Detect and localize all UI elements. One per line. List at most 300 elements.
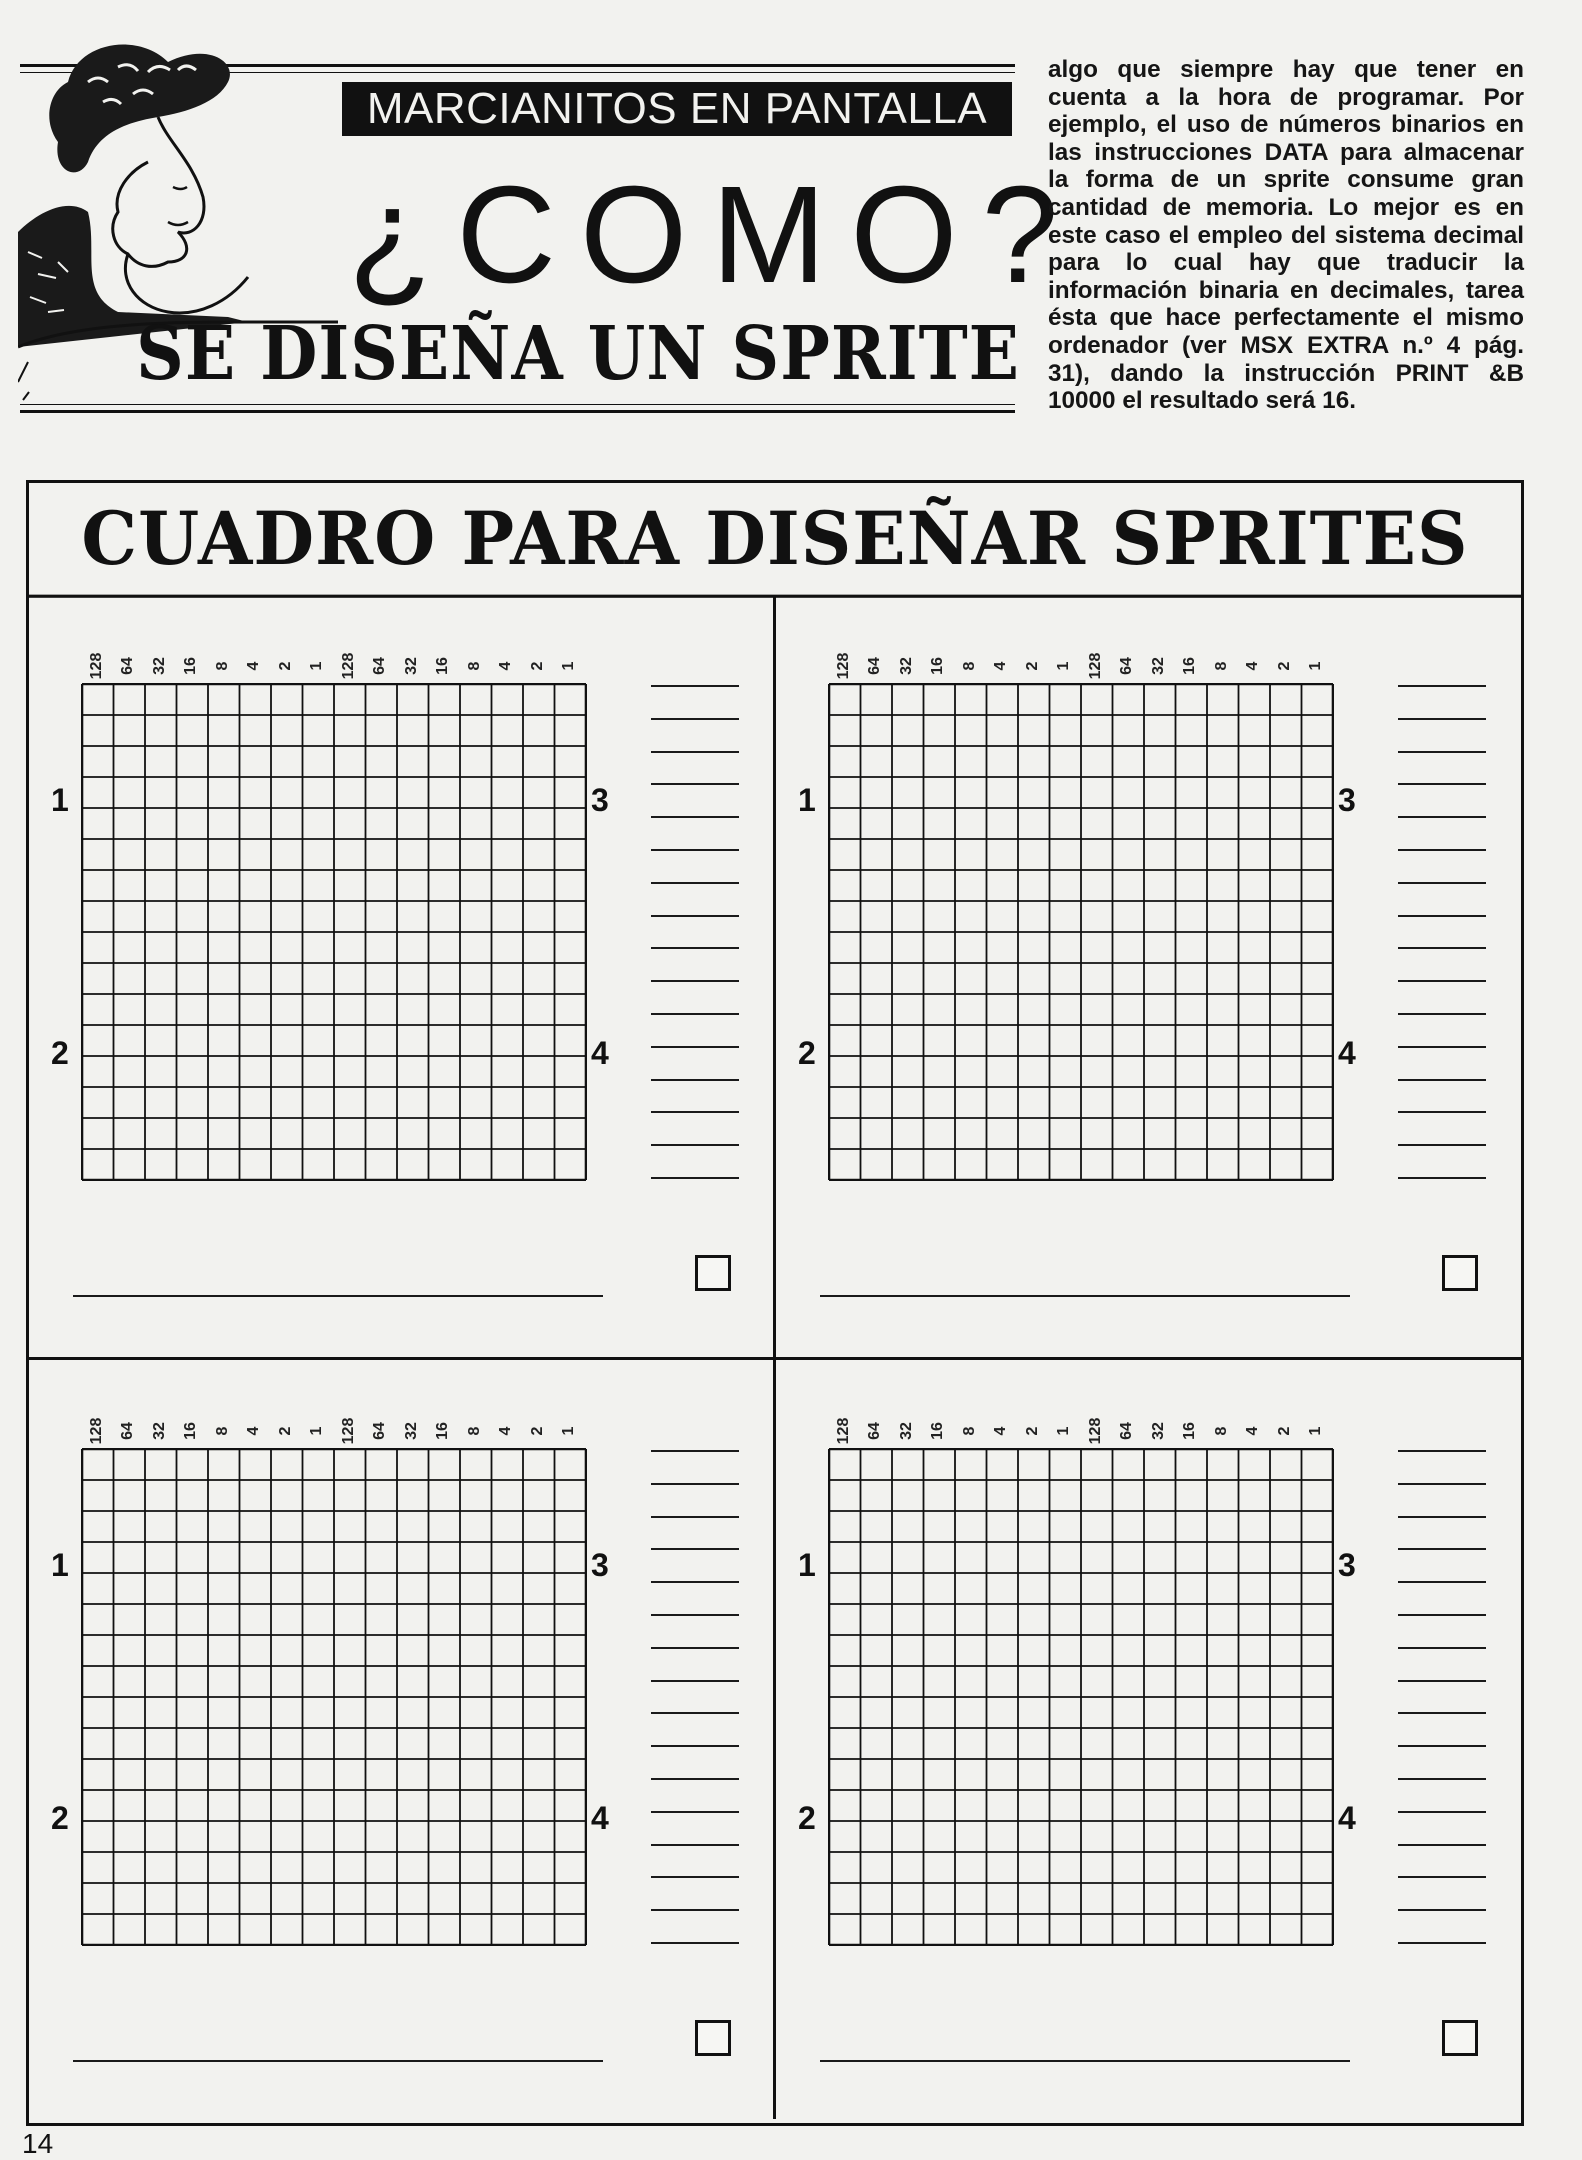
grid-cell[interactable] — [955, 1542, 987, 1573]
grid-cell[interactable] — [1081, 808, 1113, 839]
grid-cell[interactable] — [82, 1480, 114, 1511]
grid-cell[interactable] — [1270, 808, 1302, 839]
grid-cell[interactable] — [1050, 994, 1082, 1025]
grid-cell[interactable] — [114, 746, 146, 777]
grid-cell[interactable] — [334, 1056, 366, 1087]
grid-cell[interactable] — [924, 1025, 956, 1056]
grid-cell[interactable] — [366, 808, 398, 839]
grid-cell[interactable] — [397, 839, 429, 870]
grid-cell[interactable] — [460, 684, 492, 715]
grid-cell[interactable] — [1207, 1759, 1239, 1790]
grid-cell[interactable] — [1144, 1149, 1176, 1180]
grid-cell[interactable] — [1081, 1025, 1113, 1056]
grid-cell[interactable] — [1081, 1914, 1113, 1945]
grid-cell[interactable] — [1207, 901, 1239, 932]
grid-cell[interactable] — [523, 1914, 555, 1945]
grid-cell[interactable] — [177, 1604, 209, 1635]
grid-cell[interactable] — [523, 746, 555, 777]
grid-cell[interactable] — [1176, 715, 1208, 746]
grid-cell[interactable] — [861, 1149, 893, 1180]
grid-cell[interactable] — [523, 994, 555, 1025]
grid-cell[interactable] — [1113, 1697, 1145, 1728]
grid-cell[interactable] — [1207, 839, 1239, 870]
grid-cell[interactable] — [924, 932, 956, 963]
grid-cell[interactable] — [366, 963, 398, 994]
grid-cell[interactable] — [861, 1542, 893, 1573]
grid-cell[interactable] — [987, 901, 1019, 932]
grid-cell[interactable] — [1144, 1480, 1176, 1511]
grid-cell[interactable] — [861, 1604, 893, 1635]
grid-cell[interactable] — [366, 1914, 398, 1945]
grid-cell[interactable] — [145, 1025, 177, 1056]
grid-cell[interactable] — [1176, 777, 1208, 808]
grid-cell[interactable] — [177, 746, 209, 777]
grid-cell[interactable] — [1081, 1883, 1113, 1914]
data-value-line[interactable] — [1398, 718, 1486, 720]
grid-cell[interactable] — [1018, 1635, 1050, 1666]
grid-cell[interactable] — [1018, 1480, 1050, 1511]
grid-cell[interactable] — [1207, 1852, 1239, 1883]
grid-cell[interactable] — [955, 1480, 987, 1511]
grid-cell[interactable] — [82, 870, 114, 901]
grid-cell[interactable] — [208, 1449, 240, 1480]
grid-cell[interactable] — [429, 994, 461, 1025]
grid-cell[interactable] — [1081, 1087, 1113, 1118]
grid-cell[interactable] — [892, 932, 924, 963]
grid-cell[interactable] — [271, 1697, 303, 1728]
grid-cell[interactable] — [82, 1728, 114, 1759]
grid-cell[interactable] — [397, 963, 429, 994]
grid-cell[interactable] — [955, 870, 987, 901]
grid-cell[interactable] — [429, 777, 461, 808]
grid-cell[interactable] — [1144, 1883, 1176, 1914]
grid-cell[interactable] — [271, 1149, 303, 1180]
grid-cell[interactable] — [987, 839, 1019, 870]
grid-cell[interactable] — [861, 1697, 893, 1728]
grid-cell[interactable] — [460, 1118, 492, 1149]
grid-cell[interactable] — [1050, 1728, 1082, 1759]
grid-cell[interactable] — [177, 1087, 209, 1118]
data-value-line[interactable] — [1398, 1909, 1486, 1911]
grid-cell[interactable] — [1239, 1087, 1271, 1118]
grid-cell[interactable] — [397, 1635, 429, 1666]
grid-cell[interactable] — [240, 1542, 272, 1573]
grid-cell[interactable] — [987, 1759, 1019, 1790]
grid-cell[interactable] — [334, 746, 366, 777]
grid-cell[interactable] — [366, 839, 398, 870]
grid-cell[interactable] — [303, 870, 335, 901]
grid-cell[interactable] — [240, 1883, 272, 1914]
grid-cell[interactable] — [114, 1087, 146, 1118]
grid-cell[interactable] — [429, 1666, 461, 1697]
grid-cell[interactable] — [1113, 1087, 1145, 1118]
grid-cell[interactable] — [334, 901, 366, 932]
grid-cell[interactable] — [1144, 1728, 1176, 1759]
grid-cell[interactable] — [1050, 1056, 1082, 1087]
grid-cell[interactable] — [1113, 1790, 1145, 1821]
pixel-grid[interactable] — [828, 683, 1332, 1179]
grid-cell[interactable] — [460, 870, 492, 901]
grid-cell[interactable] — [114, 1542, 146, 1573]
grid-cell[interactable] — [82, 715, 114, 746]
data-value-line[interactable] — [651, 1614, 739, 1616]
grid-cell[interactable] — [987, 1852, 1019, 1883]
grid-cell[interactable] — [1050, 1666, 1082, 1697]
grid-cell[interactable] — [1050, 1449, 1082, 1480]
grid-cell[interactable] — [334, 1728, 366, 1759]
grid-cell[interactable] — [271, 1666, 303, 1697]
grid-cell[interactable] — [1018, 1511, 1050, 1542]
grid-cell[interactable] — [492, 777, 524, 808]
data-value-line[interactable] — [1398, 1778, 1486, 1780]
grid-cell[interactable] — [1050, 870, 1082, 901]
grid-cell[interactable] — [1144, 901, 1176, 932]
grid-cell[interactable] — [1176, 1149, 1208, 1180]
grid-cell[interactable] — [1176, 1573, 1208, 1604]
grid-cell[interactable] — [1270, 1790, 1302, 1821]
grid-cell[interactable] — [1018, 1604, 1050, 1635]
grid-cell[interactable] — [114, 1025, 146, 1056]
grid-cell[interactable] — [145, 1883, 177, 1914]
grid-cell[interactable] — [924, 715, 956, 746]
grid-cell[interactable] — [1239, 870, 1271, 901]
grid-cell[interactable] — [114, 1604, 146, 1635]
grid-cell[interactable] — [397, 1480, 429, 1511]
grid-cell[interactable] — [1144, 1573, 1176, 1604]
grid-cell[interactable] — [1176, 684, 1208, 715]
grid-cell[interactable] — [892, 1511, 924, 1542]
grid-cell[interactable] — [1207, 963, 1239, 994]
grid-cell[interactable] — [334, 1149, 366, 1180]
sprite-name-line[interactable] — [820, 1295, 1350, 1297]
grid-cell[interactable] — [366, 1697, 398, 1728]
grid-cell[interactable] — [523, 715, 555, 746]
grid-cell[interactable] — [1207, 870, 1239, 901]
grid-cell[interactable] — [1302, 901, 1334, 932]
grid-cell[interactable] — [1050, 1604, 1082, 1635]
grid-cell[interactable] — [829, 1666, 861, 1697]
grid-cell[interactable] — [145, 1728, 177, 1759]
grid-cell[interactable] — [82, 777, 114, 808]
grid-cell[interactable] — [1050, 1790, 1082, 1821]
grid-cell[interactable] — [861, 715, 893, 746]
data-value-line[interactable] — [1398, 1046, 1486, 1048]
grid-cell[interactable] — [366, 1449, 398, 1480]
grid-cell[interactable] — [460, 1542, 492, 1573]
grid-cell[interactable] — [82, 1511, 114, 1542]
grid-cell[interactable] — [271, 746, 303, 777]
grid-cell[interactable] — [861, 1914, 893, 1945]
grid-cell[interactable] — [208, 1511, 240, 1542]
grid-cell[interactable] — [955, 1604, 987, 1635]
grid-cell[interactable] — [1270, 1480, 1302, 1511]
grid-cell[interactable] — [271, 1635, 303, 1666]
grid-cell[interactable] — [829, 1759, 861, 1790]
grid-cell[interactable] — [1018, 1914, 1050, 1945]
grid-cell[interactable] — [82, 1025, 114, 1056]
grid-cell[interactable] — [240, 963, 272, 994]
grid-cell[interactable] — [240, 870, 272, 901]
grid-cell[interactable] — [1302, 994, 1334, 1025]
data-value-line[interactable] — [651, 783, 739, 785]
grid-cell[interactable] — [114, 1056, 146, 1087]
grid-cell[interactable] — [1050, 684, 1082, 715]
grid-cell[interactable] — [397, 1666, 429, 1697]
grid-cell[interactable] — [1081, 932, 1113, 963]
grid-cell[interactable] — [303, 963, 335, 994]
grid-cell[interactable] — [114, 1118, 146, 1149]
grid-cell[interactable] — [1081, 1118, 1113, 1149]
grid-cell[interactable] — [177, 1790, 209, 1821]
grid-cell[interactable] — [987, 932, 1019, 963]
grid-cell[interactable] — [1081, 963, 1113, 994]
grid-cell[interactable] — [82, 1914, 114, 1945]
grid-cell[interactable] — [1176, 963, 1208, 994]
grid-cell[interactable] — [1081, 1728, 1113, 1759]
data-value-line[interactable] — [1398, 1876, 1486, 1878]
grid-cell[interactable] — [271, 1542, 303, 1573]
grid-cell[interactable] — [1113, 1604, 1145, 1635]
grid-cell[interactable] — [1270, 1666, 1302, 1697]
grid-cell[interactable] — [1081, 994, 1113, 1025]
grid-cell[interactable] — [145, 994, 177, 1025]
grid-cell[interactable] — [460, 746, 492, 777]
grid-cell[interactable] — [366, 684, 398, 715]
grid-cell[interactable] — [1207, 1449, 1239, 1480]
grid-cell[interactable] — [1270, 1604, 1302, 1635]
grid-cell[interactable] — [1113, 870, 1145, 901]
grid-cell[interactable] — [334, 1449, 366, 1480]
grid-cell[interactable] — [1018, 932, 1050, 963]
grid-cell[interactable] — [555, 963, 587, 994]
grid-cell[interactable] — [145, 839, 177, 870]
grid-cell[interactable] — [555, 746, 587, 777]
grid-cell[interactable] — [892, 684, 924, 715]
grid-cell[interactable] — [1239, 963, 1271, 994]
grid-cell[interactable] — [177, 1480, 209, 1511]
grid-cell[interactable] — [1081, 1697, 1113, 1728]
grid-cell[interactable] — [1302, 963, 1334, 994]
grid-cell[interactable] — [1113, 901, 1145, 932]
grid-cell[interactable] — [429, 870, 461, 901]
grid-cell[interactable] — [208, 1759, 240, 1790]
grid-cell[interactable] — [429, 1852, 461, 1883]
grid-cell[interactable] — [240, 777, 272, 808]
grid-cell[interactable] — [397, 1759, 429, 1790]
grid-cell[interactable] — [555, 1604, 587, 1635]
grid-cell[interactable] — [892, 1573, 924, 1604]
grid-cell[interactable] — [114, 1697, 146, 1728]
grid-cell[interactable] — [334, 1883, 366, 1914]
grid-cell[interactable] — [1050, 1821, 1082, 1852]
grid-cell[interactable] — [1144, 1449, 1176, 1480]
data-value-line[interactable] — [1398, 882, 1486, 884]
grid-cell[interactable] — [145, 1604, 177, 1635]
grid-cell[interactable] — [82, 1883, 114, 1914]
grid-cell[interactable] — [208, 1573, 240, 1604]
grid-cell[interactable] — [1144, 994, 1176, 1025]
grid-cell[interactable] — [1176, 808, 1208, 839]
grid-cell[interactable] — [555, 1883, 587, 1914]
grid-cell[interactable] — [145, 684, 177, 715]
grid-cell[interactable] — [271, 901, 303, 932]
grid-cell[interactable] — [1113, 1728, 1145, 1759]
grid-cell[interactable] — [829, 870, 861, 901]
grid-cell[interactable] — [555, 839, 587, 870]
sprite-number-box[interactable] — [695, 1255, 731, 1291]
grid-cell[interactable] — [861, 1056, 893, 1087]
grid-cell[interactable] — [924, 1697, 956, 1728]
grid-cell[interactable] — [523, 1573, 555, 1604]
grid-cell[interactable] — [82, 1087, 114, 1118]
grid-cell[interactable] — [334, 1914, 366, 1945]
grid-cell[interactable] — [303, 1149, 335, 1180]
grid-cell[interactable] — [240, 1790, 272, 1821]
grid-cell[interactable] — [460, 839, 492, 870]
grid-cell[interactable] — [492, 1914, 524, 1945]
grid-cell[interactable] — [555, 1511, 587, 1542]
grid-cell[interactable] — [334, 1604, 366, 1635]
grid-cell[interactable] — [1207, 1511, 1239, 1542]
grid-cell[interactable] — [987, 1087, 1019, 1118]
grid-cell[interactable] — [1302, 777, 1334, 808]
grid-cell[interactable] — [240, 1118, 272, 1149]
grid-cell[interactable] — [861, 1025, 893, 1056]
grid-cell[interactable] — [460, 1821, 492, 1852]
grid-cell[interactable] — [555, 1542, 587, 1573]
grid-cell[interactable] — [861, 1449, 893, 1480]
grid-cell[interactable] — [177, 1542, 209, 1573]
grid-cell[interactable] — [1176, 1852, 1208, 1883]
grid-cell[interactable] — [366, 1604, 398, 1635]
grid-cell[interactable] — [1239, 1914, 1271, 1945]
grid-cell[interactable] — [924, 963, 956, 994]
grid-cell[interactable] — [114, 1914, 146, 1945]
grid-cell[interactable] — [145, 1759, 177, 1790]
grid-cell[interactable] — [334, 1480, 366, 1511]
grid-cell[interactable] — [892, 777, 924, 808]
grid-cell[interactable] — [892, 1728, 924, 1759]
grid-cell[interactable] — [1176, 1449, 1208, 1480]
grid-cell[interactable] — [1239, 1604, 1271, 1635]
grid-cell[interactable] — [429, 746, 461, 777]
grid-cell[interactable] — [114, 932, 146, 963]
grid-cell[interactable] — [460, 808, 492, 839]
grid-cell[interactable] — [861, 1635, 893, 1666]
grid-cell[interactable] — [1144, 715, 1176, 746]
grid-cell[interactable] — [240, 1087, 272, 1118]
grid-cell[interactable] — [1050, 932, 1082, 963]
grid-cell[interactable] — [523, 1666, 555, 1697]
grid-cell[interactable] — [523, 839, 555, 870]
grid-cell[interactable] — [1176, 901, 1208, 932]
grid-cell[interactable] — [1144, 1790, 1176, 1821]
grid-cell[interactable] — [177, 1697, 209, 1728]
grid-cell[interactable] — [82, 963, 114, 994]
grid-cell[interactable] — [271, 1573, 303, 1604]
grid-cell[interactable] — [1018, 1697, 1050, 1728]
grid-cell[interactable] — [1144, 1821, 1176, 1852]
grid-cell[interactable] — [1113, 684, 1145, 715]
grid-cell[interactable] — [1302, 1449, 1334, 1480]
grid-cell[interactable] — [208, 1056, 240, 1087]
grid-cell[interactable] — [1113, 932, 1145, 963]
grid-cell[interactable] — [1302, 1759, 1334, 1790]
grid-cell[interactable] — [987, 870, 1019, 901]
grid-cell[interactable] — [829, 1573, 861, 1604]
data-value-line[interactable] — [651, 1712, 739, 1714]
grid-cell[interactable] — [829, 1118, 861, 1149]
grid-cell[interactable] — [177, 1666, 209, 1697]
grid-cell[interactable] — [397, 901, 429, 932]
grid-cell[interactable] — [1081, 839, 1113, 870]
grid-cell[interactable] — [1176, 1511, 1208, 1542]
grid-cell[interactable] — [303, 1449, 335, 1480]
grid-cell[interactable] — [955, 1821, 987, 1852]
grid-cell[interactable] — [271, 1025, 303, 1056]
grid-cell[interactable] — [1239, 1542, 1271, 1573]
data-value-line[interactable] — [651, 882, 739, 884]
grid-cell[interactable] — [1050, 1573, 1082, 1604]
grid-cell[interactable] — [177, 932, 209, 963]
pixel-grid[interactable] — [81, 683, 585, 1179]
grid-cell[interactable] — [861, 1790, 893, 1821]
grid-cell[interactable] — [1207, 1728, 1239, 1759]
grid-cell[interactable] — [555, 1821, 587, 1852]
grid-cell[interactable] — [1270, 1728, 1302, 1759]
grid-cell[interactable] — [1270, 1087, 1302, 1118]
grid-cell[interactable] — [829, 1542, 861, 1573]
grid-cell[interactable] — [1144, 1697, 1176, 1728]
grid-cell[interactable] — [1144, 870, 1176, 901]
grid-cell[interactable] — [1081, 715, 1113, 746]
grid-cell[interactable] — [492, 1635, 524, 1666]
grid-cell[interactable] — [397, 1542, 429, 1573]
grid-cell[interactable] — [397, 1883, 429, 1914]
grid-cell[interactable] — [145, 1697, 177, 1728]
grid-cell[interactable] — [492, 1118, 524, 1149]
grid-cell[interactable] — [1050, 1025, 1082, 1056]
grid-cell[interactable] — [987, 1821, 1019, 1852]
grid-cell[interactable] — [1018, 1852, 1050, 1883]
grid-cell[interactable] — [1302, 1852, 1334, 1883]
grid-cell[interactable] — [1176, 1542, 1208, 1573]
grid-cell[interactable] — [397, 1573, 429, 1604]
grid-cell[interactable] — [177, 1852, 209, 1883]
grid-cell[interactable] — [208, 684, 240, 715]
grid-cell[interactable] — [523, 1056, 555, 1087]
grid-cell[interactable] — [208, 870, 240, 901]
grid-cell[interactable] — [460, 715, 492, 746]
grid-cell[interactable] — [1302, 839, 1334, 870]
grid-cell[interactable] — [955, 839, 987, 870]
grid-cell[interactable] — [397, 777, 429, 808]
grid-cell[interactable] — [208, 1697, 240, 1728]
grid-cell[interactable] — [145, 1056, 177, 1087]
data-value-line[interactable] — [651, 1647, 739, 1649]
grid-cell[interactable] — [177, 1635, 209, 1666]
grid-cell[interactable] — [303, 1635, 335, 1666]
grid-cell[interactable] — [1018, 1056, 1050, 1087]
grid-cell[interactable] — [892, 715, 924, 746]
data-value-line[interactable] — [651, 1680, 739, 1682]
grid-cell[interactable] — [240, 1852, 272, 1883]
grid-cell[interactable] — [208, 1728, 240, 1759]
grid-cell[interactable] — [429, 1883, 461, 1914]
grid-cell[interactable] — [177, 1821, 209, 1852]
grid-cell[interactable] — [303, 1604, 335, 1635]
grid-cell[interactable] — [429, 1025, 461, 1056]
